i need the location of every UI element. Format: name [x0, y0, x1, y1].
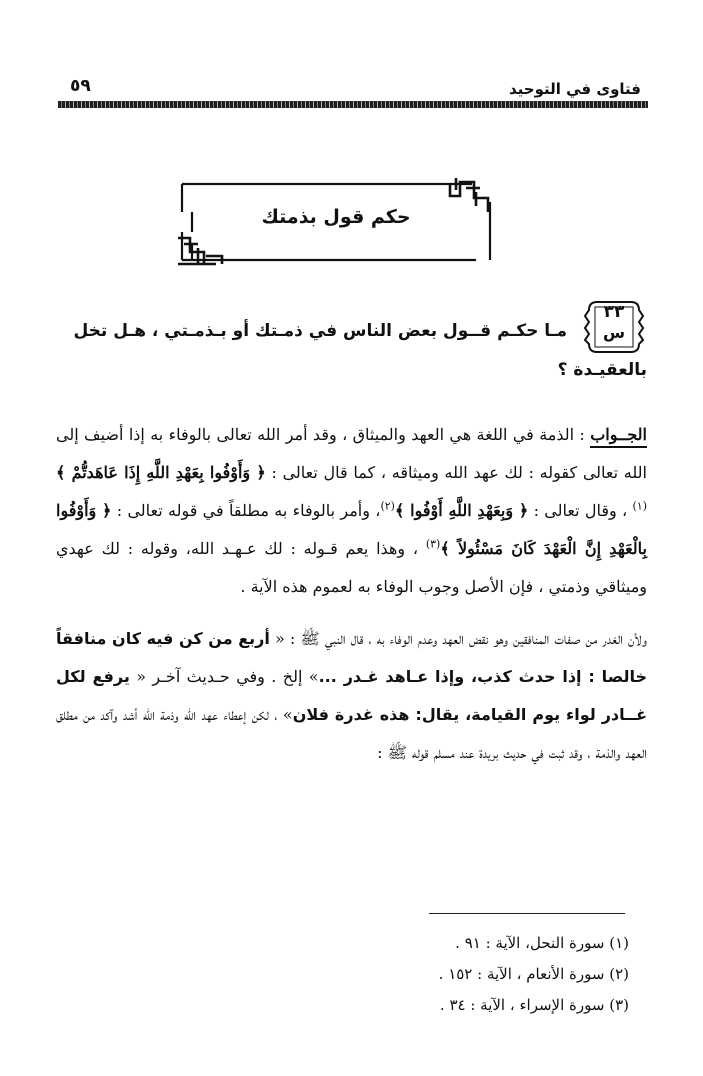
footnotes — [439, 928, 629, 1021]
answer-text: » ، لكن إعطاء عهد الله وذمة الله أشد وآكد من مطلق العهد والذمة ، وقد ثبت في حديث بريدة عند مسلم قوله ﷺ : — [56, 705, 647, 762]
hadith-quote: أربع من كن فيه كان منافقاً خالصا : إذا حدث كذب، وإذا عـاهد غـدر ... — [56, 629, 647, 686]
hadith-quote: يرفع لكل غــادر لواء يوم القيامة، يقال: هذه غدرة فلان — [56, 667, 647, 724]
running-header-title: فتاوى في التوحيد — [509, 80, 641, 98]
answer-body — [56, 416, 647, 772]
quran-verse: ﴿ وَأَوْفُوا بِعَهْدِ اللَّهِ إِذَا عَاهَدتُّمْ ﴾ — [56, 463, 266, 482]
answer-text: ، وقال تعالى : — [528, 501, 633, 520]
question-number: ٣٣ — [603, 302, 625, 322]
footnote-ref: (٣) — [425, 537, 441, 551]
answer-label: الجــواب — [590, 425, 647, 448]
footnote-ref: (٢) — [380, 499, 395, 513]
page-number: ٥٩ — [70, 76, 91, 96]
section-title: حكم قول بذمتك — [261, 206, 411, 228]
footnote-rule — [429, 913, 625, 914]
answer-text: ، وأمر بالوفاء به مطلقاً في قوله تعالى : — [111, 501, 381, 520]
question-label: س — [602, 323, 626, 342]
answer-text: ، وهذا يعم قـوله : لك عـهـد الله، وقوله : لك عهدي وميثاقي وذمتي ، فإن الأصل وجوب الوفاء به لعموم هذه الآية . — [56, 539, 647, 596]
quran-verse: ﴿ وَبِعَهْدِ اللَّهِ أَوْفُوا ﴾ — [394, 501, 529, 520]
question-text-line2: بالعقيـدة ؟ — [557, 360, 647, 380]
header-rule — [58, 101, 648, 108]
question-text-line1: مـا حكـم قــول بعض الناس في ذمـتك أو بـذمـتي ، هـل تخل — [73, 321, 567, 341]
answer-paragraph-1 — [56, 416, 647, 606]
answer-text: ولأن الغدر من صفات المنافقين وهو نقض العهد وعدم الوفاء به ، قال النبي ﷺ : « — [269, 629, 648, 648]
quran-verse: ﴿ وَأَوْفُوا بِالْعَهْدِ إِنَّ الْعَهْدَ كَانَ مَسْئُولاً ﴾ — [56, 501, 647, 558]
footnote-ref: (١) — [632, 499, 648, 513]
answer-text: : الذمة في اللغة هي العهد والميثاق ، وقد أمر الله تعالى بالوفاء به إذا أضيف إلى الله تعالى كقوله : لك عهد الله وميثاقه ، كما قال تعالى : — [56, 425, 647, 482]
answer-text: » إلخ . وفي حـديث آخـر « — [129, 667, 319, 686]
answer-paragraph-2 — [56, 620, 647, 772]
footnote-item: (٣) سورة الإسراء ، الآية : ٣٤ . — [439, 996, 629, 1014]
question-badge — [583, 298, 645, 356]
section-title-frame — [176, 178, 496, 266]
footnote-item: (١) سورة النحل، الآية : ٩١ . — [455, 934, 629, 952]
footnote-item: (٢) سورة الأنعام ، الآية : ١٥٢ . — [438, 965, 629, 983]
